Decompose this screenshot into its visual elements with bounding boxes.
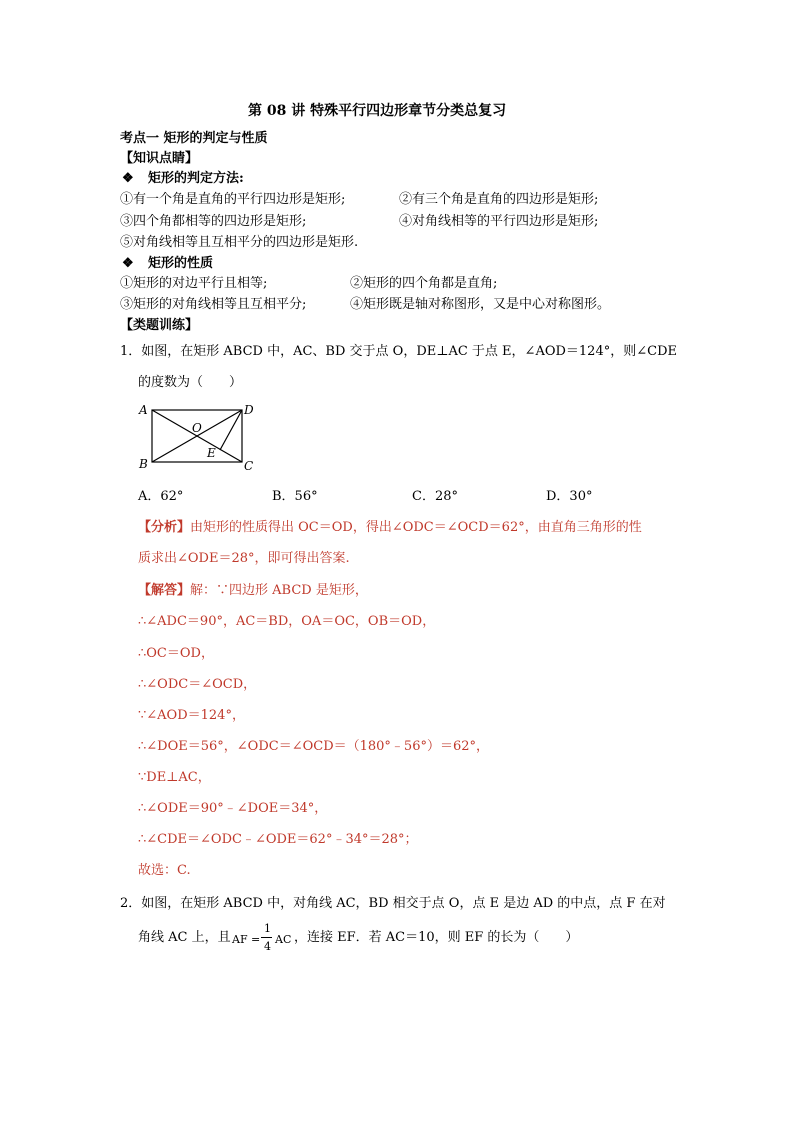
solution-step: ∴∠ODC＝∠OCD， (138, 677, 257, 692)
answer-intro: 解：∵四边形 ABCD 是矩形， (190, 583, 368, 598)
final-choice: 故选：C. (138, 863, 191, 878)
section-heading: 考点一 矩形的判定与性质 (120, 131, 268, 146)
option-d: D．30° (546, 489, 593, 504)
option-a: A．62° (138, 489, 184, 504)
fraction-denominator: 4 (264, 940, 271, 953)
question-2-text: 2．如图，在矩形 ABCD 中，对角线 AC，BD 相交于点 O，点 E 是边 AD 的中点，点 F 在对 (120, 896, 666, 911)
point-label-a: A (139, 403, 148, 417)
property-item-1: ①矩形的对边平行且相等; (120, 276, 268, 291)
point-label-b: B (139, 457, 148, 471)
bullet-icon: ❖ (122, 171, 134, 186)
fraction-expression (232, 920, 294, 954)
solution-step: ∴∠ODE＝90°﹣∠DOE＝34°， (138, 801, 328, 816)
fraction-numerator: 1 (264, 922, 271, 935)
point-label-c: C (244, 459, 254, 473)
answer-line (138, 583, 368, 599)
judge-item-4: ④对角线相等的平行四边形是矩形; (399, 214, 599, 229)
analysis-text: 由矩形的性质得出 OC＝OD，得出∠ODC＝∠OCD＝62°，由直角三角形的性 (190, 520, 642, 535)
solution-step: ∴OC＝OD， (138, 646, 214, 661)
property-header: 矩形的性质 (148, 256, 214, 271)
solution-step: ∵DE⊥AC， (138, 770, 211, 785)
fraction-bar (261, 937, 272, 938)
solution-step: ∴∠CDE＝∠ODC﹣∠ODE＝62°﹣34°＝28°； (138, 832, 418, 847)
af-label: AF (232, 933, 248, 946)
analysis-tag: 【分析】 (138, 520, 191, 535)
judge-header: 矩形的判定方法: (148, 171, 244, 186)
question-2-text-cont-b: ，连接 EF．若 AC＝10，则 EF 的长为（ ） (294, 930, 579, 945)
option-b: B．56° (272, 489, 318, 504)
point-label-d: D (244, 403, 254, 417)
analysis-line-1 (138, 520, 642, 536)
solution-step: ∴∠ADC＝90°，AC＝BD，OA＝OC，OB＝OD， (138, 614, 436, 629)
solution-step: ∵∠AOD＝124°， (138, 708, 245, 723)
judge-item-2: ②有三个角是直角的四边形是矩形; (399, 192, 599, 207)
question-1-text-cont: 的度数为（ ） (138, 375, 243, 390)
analysis-line-2: 质求出∠ODE＝28°，即可得出答案. (138, 551, 350, 566)
question-2-text-cont-a: 角线 AC 上，且 (138, 930, 231, 945)
property-item-2: ②矩形的四个角都是直角; (350, 276, 498, 291)
ac-label: AC (275, 933, 292, 946)
question-1-text: 1．如图，在矩形 ABCD 中，AC、BD 交于点 O，DE⊥AC 于点 E，∠AOD＝124°，则∠CDE (120, 344, 677, 359)
knowledge-header: 【知识点睛】 (120, 151, 199, 166)
page-title: 第 08 讲 特殊平行四边形章节分类总复习 (248, 103, 507, 119)
solution-step: ∴∠DOE＝56°，∠ODC＝∠OCD＝（180°﹣56°）＝62°， (138, 739, 490, 754)
answer-tag: 【解答】 (138, 583, 191, 598)
judge-item-1: ①有一个角是直角的平行四边形是矩形; (120, 192, 346, 207)
rectangle-figure (136, 400, 266, 476)
judge-item-3: ③四个角都相等的四边形是矩形; (120, 214, 307, 229)
point-label-e: E (207, 446, 216, 460)
point-label-o: O (192, 421, 202, 435)
bullet-icon: ❖ (122, 256, 134, 271)
option-c: C．28° (412, 489, 458, 504)
practice-header: 【类题训练】 (120, 318, 199, 333)
judge-item-5: ⑤对角线相等且互相平分的四边形是矩形. (120, 235, 359, 250)
property-item-4: ④矩形既是轴对称图形，又是中心对称图形。 (350, 297, 611, 312)
equals-sign: = (251, 933, 261, 946)
property-item-3: ③矩形的对角线相等且互相平分; (120, 297, 307, 312)
